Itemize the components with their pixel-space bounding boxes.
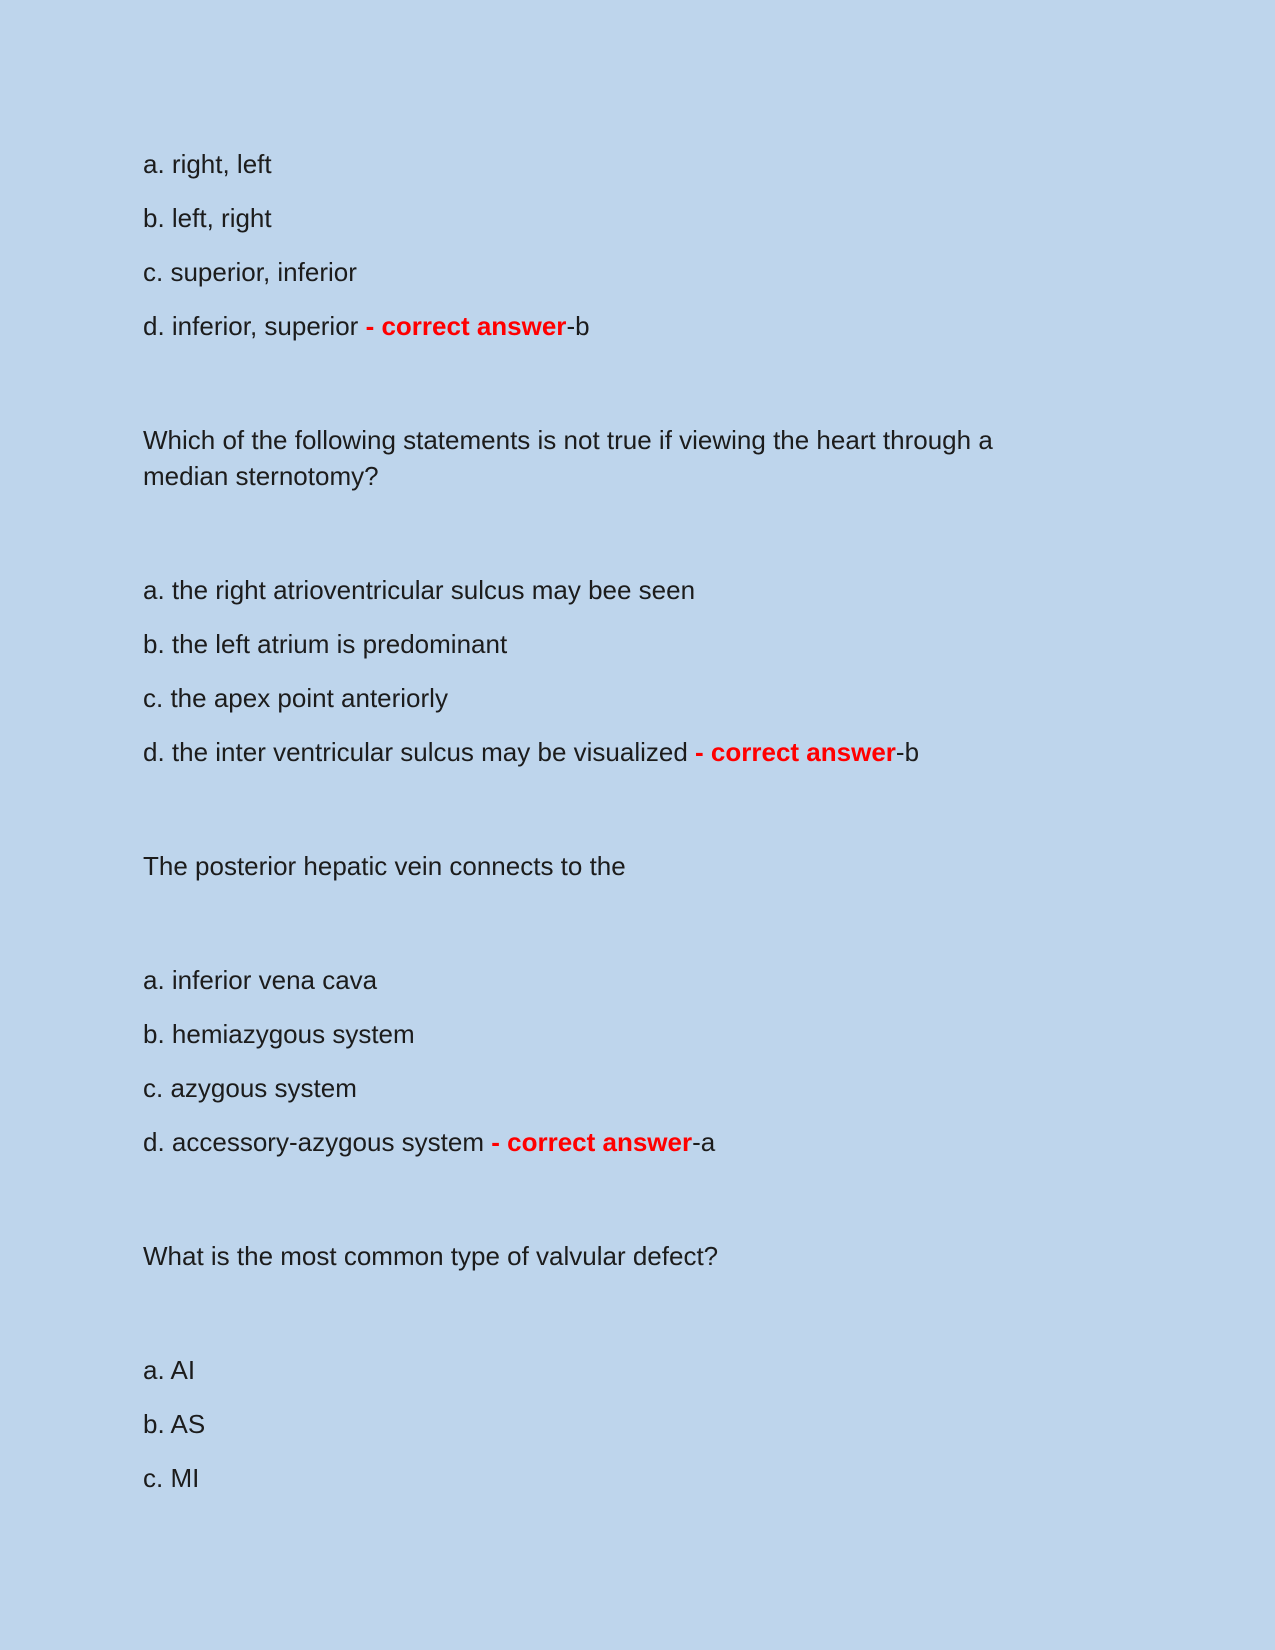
option-text: b. left, right xyxy=(143,203,272,233)
answer-option xyxy=(143,962,1135,998)
correct-answer-letter: -b xyxy=(566,311,590,341)
answer-option xyxy=(143,146,1135,182)
option-text: c. the apex point anteriorly xyxy=(143,683,448,713)
correct-answer-marker: - correct answer xyxy=(695,737,896,767)
option-text: d. the inter ventricular sulcus may be visualized xyxy=(143,737,696,767)
question-text: What is the most common type of valvular defect? xyxy=(143,1241,719,1271)
option-text: d. accessory-azygous system xyxy=(143,1127,492,1157)
answer-option xyxy=(143,572,1135,608)
option-text: c. azygous system xyxy=(143,1073,357,1103)
question-text: The posterior hepatic vein connects to the xyxy=(143,851,626,881)
option-text: a. inferior vena cava xyxy=(143,965,378,995)
option-text: b. the left atrium is predominant xyxy=(143,629,508,659)
answer-option-correct xyxy=(143,734,1135,770)
option-text: c. MI xyxy=(143,1463,200,1493)
answer-option xyxy=(143,1406,1135,1442)
answer-option-correct xyxy=(143,1124,1135,1160)
option-text: c. superior, inferior xyxy=(143,257,357,287)
question-block xyxy=(143,848,1135,1160)
correct-answer-letter: -b xyxy=(895,737,920,767)
question-block xyxy=(143,146,1135,344)
answer-option xyxy=(143,200,1135,236)
answer-option xyxy=(143,254,1135,290)
option-text: d. inferior, superior xyxy=(143,311,366,341)
correct-answer-marker: - correct answer xyxy=(491,1127,693,1157)
option-text: b. hemiazygous system xyxy=(143,1019,415,1049)
answer-option xyxy=(143,1352,1135,1388)
option-text: a. right, left xyxy=(143,149,272,179)
question-block xyxy=(143,422,1135,770)
answer-option-correct xyxy=(143,308,1135,344)
answer-option xyxy=(143,1016,1135,1052)
answer-option xyxy=(143,626,1135,662)
option-text: b. AS xyxy=(143,1409,206,1439)
question-text: Which of the following statements is not true if viewing the heart through a median sternotomy? xyxy=(143,425,993,491)
answer-option xyxy=(143,680,1135,716)
option-text: a. the right atrioventricular sulcus may bee seen xyxy=(143,575,696,605)
option-text: a. AI xyxy=(143,1355,196,1385)
question-block xyxy=(143,1238,1135,1496)
correct-answer-letter: -a xyxy=(692,1127,716,1157)
answer-option xyxy=(143,1070,1135,1106)
answer-option xyxy=(143,1460,1135,1496)
correct-answer-marker: - correct answer xyxy=(365,311,567,341)
